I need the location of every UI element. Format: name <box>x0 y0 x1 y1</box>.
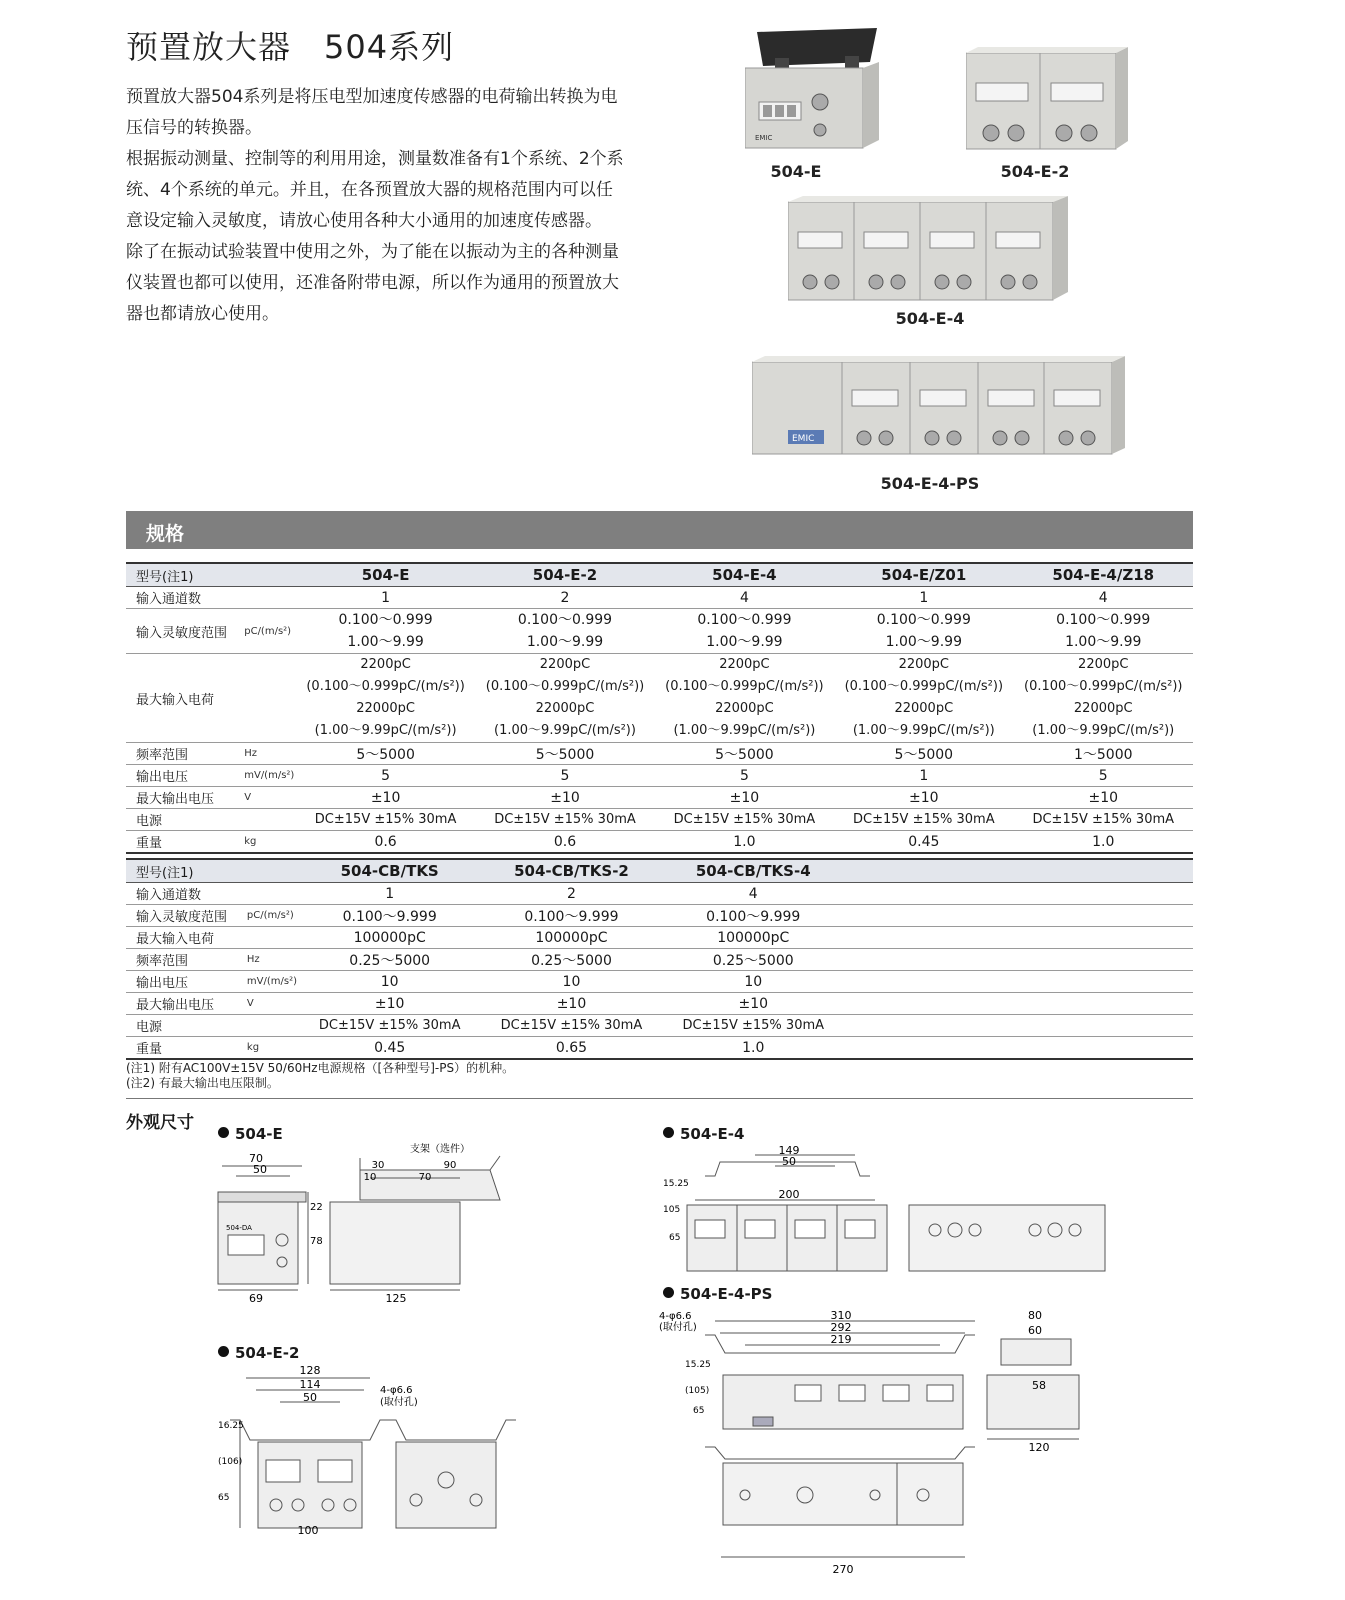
model-name: 504-E-2 <box>475 563 654 587</box>
cell-line: (0.100～0.999pC/(m/s²)) <box>665 679 824 694</box>
dim-value: 80 <box>1028 1309 1042 1322</box>
table-row <box>126 1037 1193 1060</box>
table-cell <box>1014 609 1193 654</box>
model-name: 504-E/Z01 <box>834 563 1013 587</box>
table-cell: ±10 <box>481 993 663 1015</box>
table-cell: ±10 <box>299 993 481 1015</box>
dim-value: 15.25 <box>685 1360 711 1370</box>
table-row <box>126 563 1193 587</box>
model-name: 504-CB/TKS <box>299 859 481 883</box>
table-row <box>126 1015 1193 1037</box>
dim-value: 292 <box>830 1321 852 1334</box>
table-row <box>126 654 1193 743</box>
dim-label-text: 504-E-4-PS <box>680 1285 773 1303</box>
table-cell: DC±15V ±15% 30mA <box>662 1015 844 1037</box>
cell-line: (1.00～9.99pC/(m/s²)) <box>852 723 995 738</box>
table-cell: 5～5000 <box>475 743 654 765</box>
table-cell <box>296 654 475 743</box>
table-cell: 1 <box>834 765 1013 787</box>
dim-value: 58 <box>1032 1379 1046 1392</box>
product-photo-504-e <box>745 22 885 152</box>
row-unit: kg <box>247 1037 299 1060</box>
table-cell: 100000pC <box>481 927 663 949</box>
row-label: 电源 <box>126 809 244 831</box>
table-row <box>126 971 1193 993</box>
table-row <box>126 831 1193 854</box>
cell-line: 22000pC <box>894 701 954 716</box>
dim-value: 200 <box>778 1188 800 1201</box>
row-label: 频率范围 <box>126 949 247 971</box>
table-cell: 1.0 <box>662 1037 844 1060</box>
table-cell: 1.0 <box>1014 831 1193 854</box>
cell-line: 22000pC <box>1073 701 1133 716</box>
spec-section-header <box>126 511 1193 549</box>
table-cell: 5 <box>1014 765 1193 787</box>
cell-line: 2200pC <box>360 657 411 672</box>
dim-value: (105) <box>685 1386 710 1396</box>
table-row <box>126 927 1193 949</box>
dim-value: 15.25 <box>663 1179 689 1189</box>
dim-value: 50 <box>782 1155 796 1168</box>
table-cell: DC±15V ±15% 30mA <box>481 1015 663 1037</box>
row-unit: pC/(m/s²) <box>247 905 299 927</box>
row-unit: V <box>247 993 299 1015</box>
table-cell: 1 <box>299 883 481 905</box>
row-unit: Hz <box>247 949 299 971</box>
dim-value: 65 <box>669 1233 681 1243</box>
product-caption-504-e-2: 504-E-2 <box>1000 162 1070 181</box>
table-cell: 10 <box>299 971 481 993</box>
row-unit: kg <box>244 831 296 854</box>
cell-line: 2200pC <box>898 657 950 672</box>
dim-label-504-e-4-ps <box>663 1285 772 1303</box>
model-name: 504-CB/TKS-2 <box>481 859 663 883</box>
product-photo-504-e-4 <box>788 192 1070 302</box>
row-label: 输入通道数 <box>126 587 244 609</box>
table-cell: DC±15V ±15% 30mA <box>299 1015 481 1037</box>
table-cell <box>655 609 834 654</box>
footnote-1: (注1) 附有AC100V±15V 50/60Hz电源规格（[各种型号]-PS）的机种。 <box>126 1061 515 1075</box>
cell-line: 0.100～0.999 <box>697 612 792 628</box>
table-cell <box>834 654 1013 743</box>
table-cell: ±10 <box>1014 787 1193 809</box>
table-cell: ±10 <box>475 787 654 809</box>
dim-label-text: 504-E-2 <box>235 1344 300 1362</box>
row-label: 频率范围 <box>126 743 244 765</box>
row-label: 输入通道数 <box>126 883 247 905</box>
row-unit: pC/(m/s²) <box>244 609 296 654</box>
cell-line: 2200pC <box>539 657 591 672</box>
drawing-504-e-4-ps <box>655 1305 1135 1575</box>
table-cell: 1.0 <box>655 831 834 854</box>
dim-value: 125 <box>385 1292 407 1305</box>
table-cell: 5 <box>655 765 834 787</box>
table-row <box>126 949 1193 971</box>
cell-line: (0.100～0.999pC/(m/s²)) <box>1024 679 1183 694</box>
dim-value: 16.25 <box>218 1421 244 1431</box>
dim-value: 90 <box>443 1160 457 1171</box>
table-cell: 1～5000 <box>1014 743 1193 765</box>
product-caption-504-e-4-ps: 504-E-4-PS <box>880 474 980 493</box>
table-row <box>126 743 1193 765</box>
model-label: 型号(注1) <box>126 563 244 587</box>
table-row <box>126 609 1193 654</box>
table-cell: 5 <box>296 765 475 787</box>
drawing-504-e <box>210 1140 510 1305</box>
drawing-504-e-4 <box>655 1140 1115 1280</box>
cell-line: 1.00～9.99 <box>1065 634 1142 650</box>
table-cell <box>296 609 475 654</box>
dim-value: 65 <box>218 1493 230 1503</box>
table-cell: DC±15V ±15% 30mA <box>655 809 834 831</box>
dim-value: 60 <box>1028 1324 1042 1337</box>
spec-table-1 <box>126 562 1193 854</box>
intro-paragraph-1: 预置放大器504系列是将压电型加速度传感器的电荷输出转换为电压信号的转换器。 <box>126 87 618 138</box>
row-label: 最大输出电压 <box>126 787 244 809</box>
table-cell: 10 <box>662 971 844 993</box>
cell-line: (0.100～0.999pC/(m/s²)) <box>485 679 645 694</box>
spec-title: 规格 <box>146 523 185 545</box>
table-cell: 4 <box>655 587 834 609</box>
table-row <box>126 859 1193 883</box>
dim-value: 65 <box>693 1406 705 1416</box>
dim-value: 310 <box>830 1309 852 1322</box>
device-brand-2: EMIC <box>792 434 815 444</box>
cell-line: 22000pC <box>356 701 415 716</box>
hole-label: (取付孔) <box>659 1322 697 1333</box>
footnote-2: (注2) 有最大输出电压限制。 <box>126 1076 279 1090</box>
cell-line: 0.100～0.999 <box>1056 612 1151 628</box>
bracket-label: 支架（选件） <box>410 1144 470 1155</box>
product-photo-504-e-2 <box>966 45 1131 150</box>
table-cell: 0.6 <box>475 831 654 854</box>
table-cell: 4 <box>1014 587 1193 609</box>
dim-value: 78 <box>310 1236 323 1247</box>
dim-value: 10 <box>363 1172 377 1183</box>
table-row <box>126 905 1193 927</box>
divider <box>126 1098 1193 1099</box>
cell-line: 1.00～9.99 <box>347 634 424 650</box>
dim-value: 30 <box>371 1160 385 1171</box>
table-cell: DC±15V ±15% 30mA <box>1014 809 1193 831</box>
bullet-icon <box>218 1346 229 1357</box>
row-unit: V <box>244 787 296 809</box>
table-cell: 5 <box>475 765 654 787</box>
dim-value: 70 <box>418 1172 432 1183</box>
cell-line: 1.00～9.99 <box>706 634 783 650</box>
table-cell: 5～5000 <box>655 743 834 765</box>
row-label: 输出电压 <box>126 971 247 993</box>
table-cell: 0.100～9.999 <box>481 905 663 927</box>
cell-line: 1.00～9.99 <box>526 634 604 650</box>
table-cell: 0.25～5000 <box>662 949 844 971</box>
bullet-icon <box>663 1287 674 1298</box>
dim-value: 105 <box>663 1205 681 1215</box>
model-name: 504-E-4/Z18 <box>1014 563 1193 587</box>
dimensions-title: 外观尺寸 <box>126 1113 194 1133</box>
row-label: 重量 <box>126 1037 247 1060</box>
row-label: 输入灵敏度范围 <box>126 609 244 654</box>
cell-line: 0.100～0.999 <box>338 612 433 628</box>
table-cell <box>475 609 654 654</box>
table-cell: 0.25～5000 <box>299 949 481 971</box>
table-cell: 5～5000 <box>296 743 475 765</box>
table-cell: 0.65 <box>481 1037 663 1060</box>
dim-value: 50 <box>253 1163 267 1176</box>
cell-line: 22000pC <box>535 701 595 716</box>
dim-value: (106) <box>218 1457 243 1467</box>
dim-value: 100 <box>297 1524 319 1535</box>
table-cell: 0.45 <box>299 1037 481 1060</box>
row-unit: Hz <box>244 743 296 765</box>
table-cell: ±10 <box>655 787 834 809</box>
table-cell: 100000pC <box>662 927 844 949</box>
cell-line: (1.00～9.99pC/(m/s²)) <box>494 723 636 738</box>
dim-value: 70 <box>249 1152 263 1165</box>
table-cell <box>1014 654 1193 743</box>
dim-value: 219 <box>830 1333 852 1346</box>
table-row <box>126 883 1193 905</box>
dim-value: 114 <box>299 1378 321 1391</box>
row-unit: mV/(m/s²) <box>244 765 296 787</box>
cell-line: (0.100～0.999pC/(m/s²)) <box>306 679 465 694</box>
cell-line: (1.00～9.99pC/(m/s²)) <box>1032 723 1175 738</box>
cell-line: 0.100～0.999 <box>876 612 971 628</box>
cell-line: (1.00～9.99pC/(m/s²)) <box>314 723 457 738</box>
table-cell <box>834 609 1013 654</box>
table-cell <box>475 654 654 743</box>
hole-label: 4-φ6.6 <box>659 1311 692 1322</box>
dim-value: 69 <box>249 1292 263 1305</box>
product-photo-504-e-4-ps <box>752 352 1127 457</box>
table-cell: 5～5000 <box>834 743 1013 765</box>
intro-text <box>126 82 626 330</box>
table-cell: 0.45 <box>834 831 1013 854</box>
table-cell: DC±15V ±15% 30mA <box>834 809 1013 831</box>
table-cell: 0.100～9.999 <box>662 905 844 927</box>
table-cell: 4 <box>662 883 844 905</box>
bullet-icon <box>218 1127 229 1138</box>
dim-value: 149 <box>778 1144 800 1157</box>
product-caption-504-e: 504-E <box>770 162 822 181</box>
table-cell: 10 <box>481 971 663 993</box>
model-label: 型号(注1) <box>126 859 247 883</box>
spec-table-2 <box>126 858 1193 1060</box>
row-label: 输入灵敏度范围 <box>126 905 247 927</box>
table-cell: 2 <box>481 883 663 905</box>
table-cell: ±10 <box>296 787 475 809</box>
dim-value: 270 <box>832 1563 854 1575</box>
bullet-icon <box>663 1127 674 1138</box>
dim-value: 50 <box>303 1391 317 1404</box>
cell-line: (0.100～0.999pC/(m/s²)) <box>844 679 1004 694</box>
dim-value: 120 <box>1028 1441 1050 1454</box>
hole-label: (取付孔) <box>380 1397 418 1408</box>
model-name: 504-E <box>296 563 475 587</box>
row-label: 最大输出电压 <box>126 993 247 1015</box>
row-label: 电源 <box>126 1015 247 1037</box>
footnotes <box>126 1061 514 1091</box>
hole-label: 4-φ6.6 <box>380 1385 413 1396</box>
table-cell: ±10 <box>662 993 844 1015</box>
cell-line: 1.00～9.99 <box>885 634 962 650</box>
table-cell: 1 <box>296 587 475 609</box>
cell-line: 22000pC <box>715 701 774 716</box>
dim-label-text: 504-E <box>235 1125 283 1143</box>
dim-value: 128 <box>299 1364 321 1377</box>
page-title: 预置放大器 504系列 <box>126 28 455 66</box>
table-cell: 0.100～9.999 <box>299 905 481 927</box>
product-caption-504-e-4: 504-E-4 <box>895 309 965 328</box>
row-unit: mV/(m/s²) <box>247 971 299 993</box>
device-brand-1: EMIC <box>755 134 773 142</box>
table-cell: DC±15V ±15% 30mA <box>475 809 654 831</box>
intro-paragraph-2: 根据振动测量、控制等的利用用途，测量数准备有1个系统、2个系统、4个系统的单元。并且，在各预置放大器的规格范围内可以任意设定输入灵敏度，请放心使用各种大小通用的加速度传感器。 <box>126 149 624 231</box>
dim-label-text: 504-E-4 <box>680 1125 745 1143</box>
table-cell: 0.25～5000 <box>481 949 663 971</box>
cell-line: 2200pC <box>719 657 770 672</box>
table-row <box>126 787 1193 809</box>
model-name: 504-CB/TKS-4 <box>662 859 844 883</box>
table-cell <box>655 654 834 743</box>
table-row <box>126 809 1193 831</box>
row-label: 输出电压 <box>126 765 244 787</box>
cell-line: 0.100～0.999 <box>517 612 613 628</box>
model-name: 504-E-4 <box>655 563 834 587</box>
table-cell: DC±15V ±15% 30mA <box>296 809 475 831</box>
table-cell: 0.6 <box>296 831 475 854</box>
dim-value: 22 <box>310 1202 323 1213</box>
row-label: 最大输入电荷 <box>126 654 244 743</box>
table-row <box>126 993 1193 1015</box>
drawing-504-e-2 <box>210 1360 520 1535</box>
table-cell: 1 <box>834 587 1013 609</box>
cell-line: 2200pC <box>1078 657 1129 672</box>
table-cell: 100000pC <box>299 927 481 949</box>
table-row <box>126 765 1193 787</box>
table-row <box>126 587 1193 609</box>
row-label: 重量 <box>126 831 244 854</box>
intro-paragraph-3: 除了在振动试验装置中使用之外，为了能在以振动为主的各种测量仪装置也都可以使用，还准备附带电源，所以作为通用的预置放大器也都请放心使用。 <box>126 242 619 324</box>
table-cell: 2 <box>475 587 654 609</box>
table-cell: ±10 <box>834 787 1013 809</box>
cell-line: (1.00～9.99pC/(m/s²)) <box>673 723 816 738</box>
row-label: 最大输入电荷 <box>126 927 247 949</box>
nameplate-text: 504-DA <box>226 1224 252 1232</box>
